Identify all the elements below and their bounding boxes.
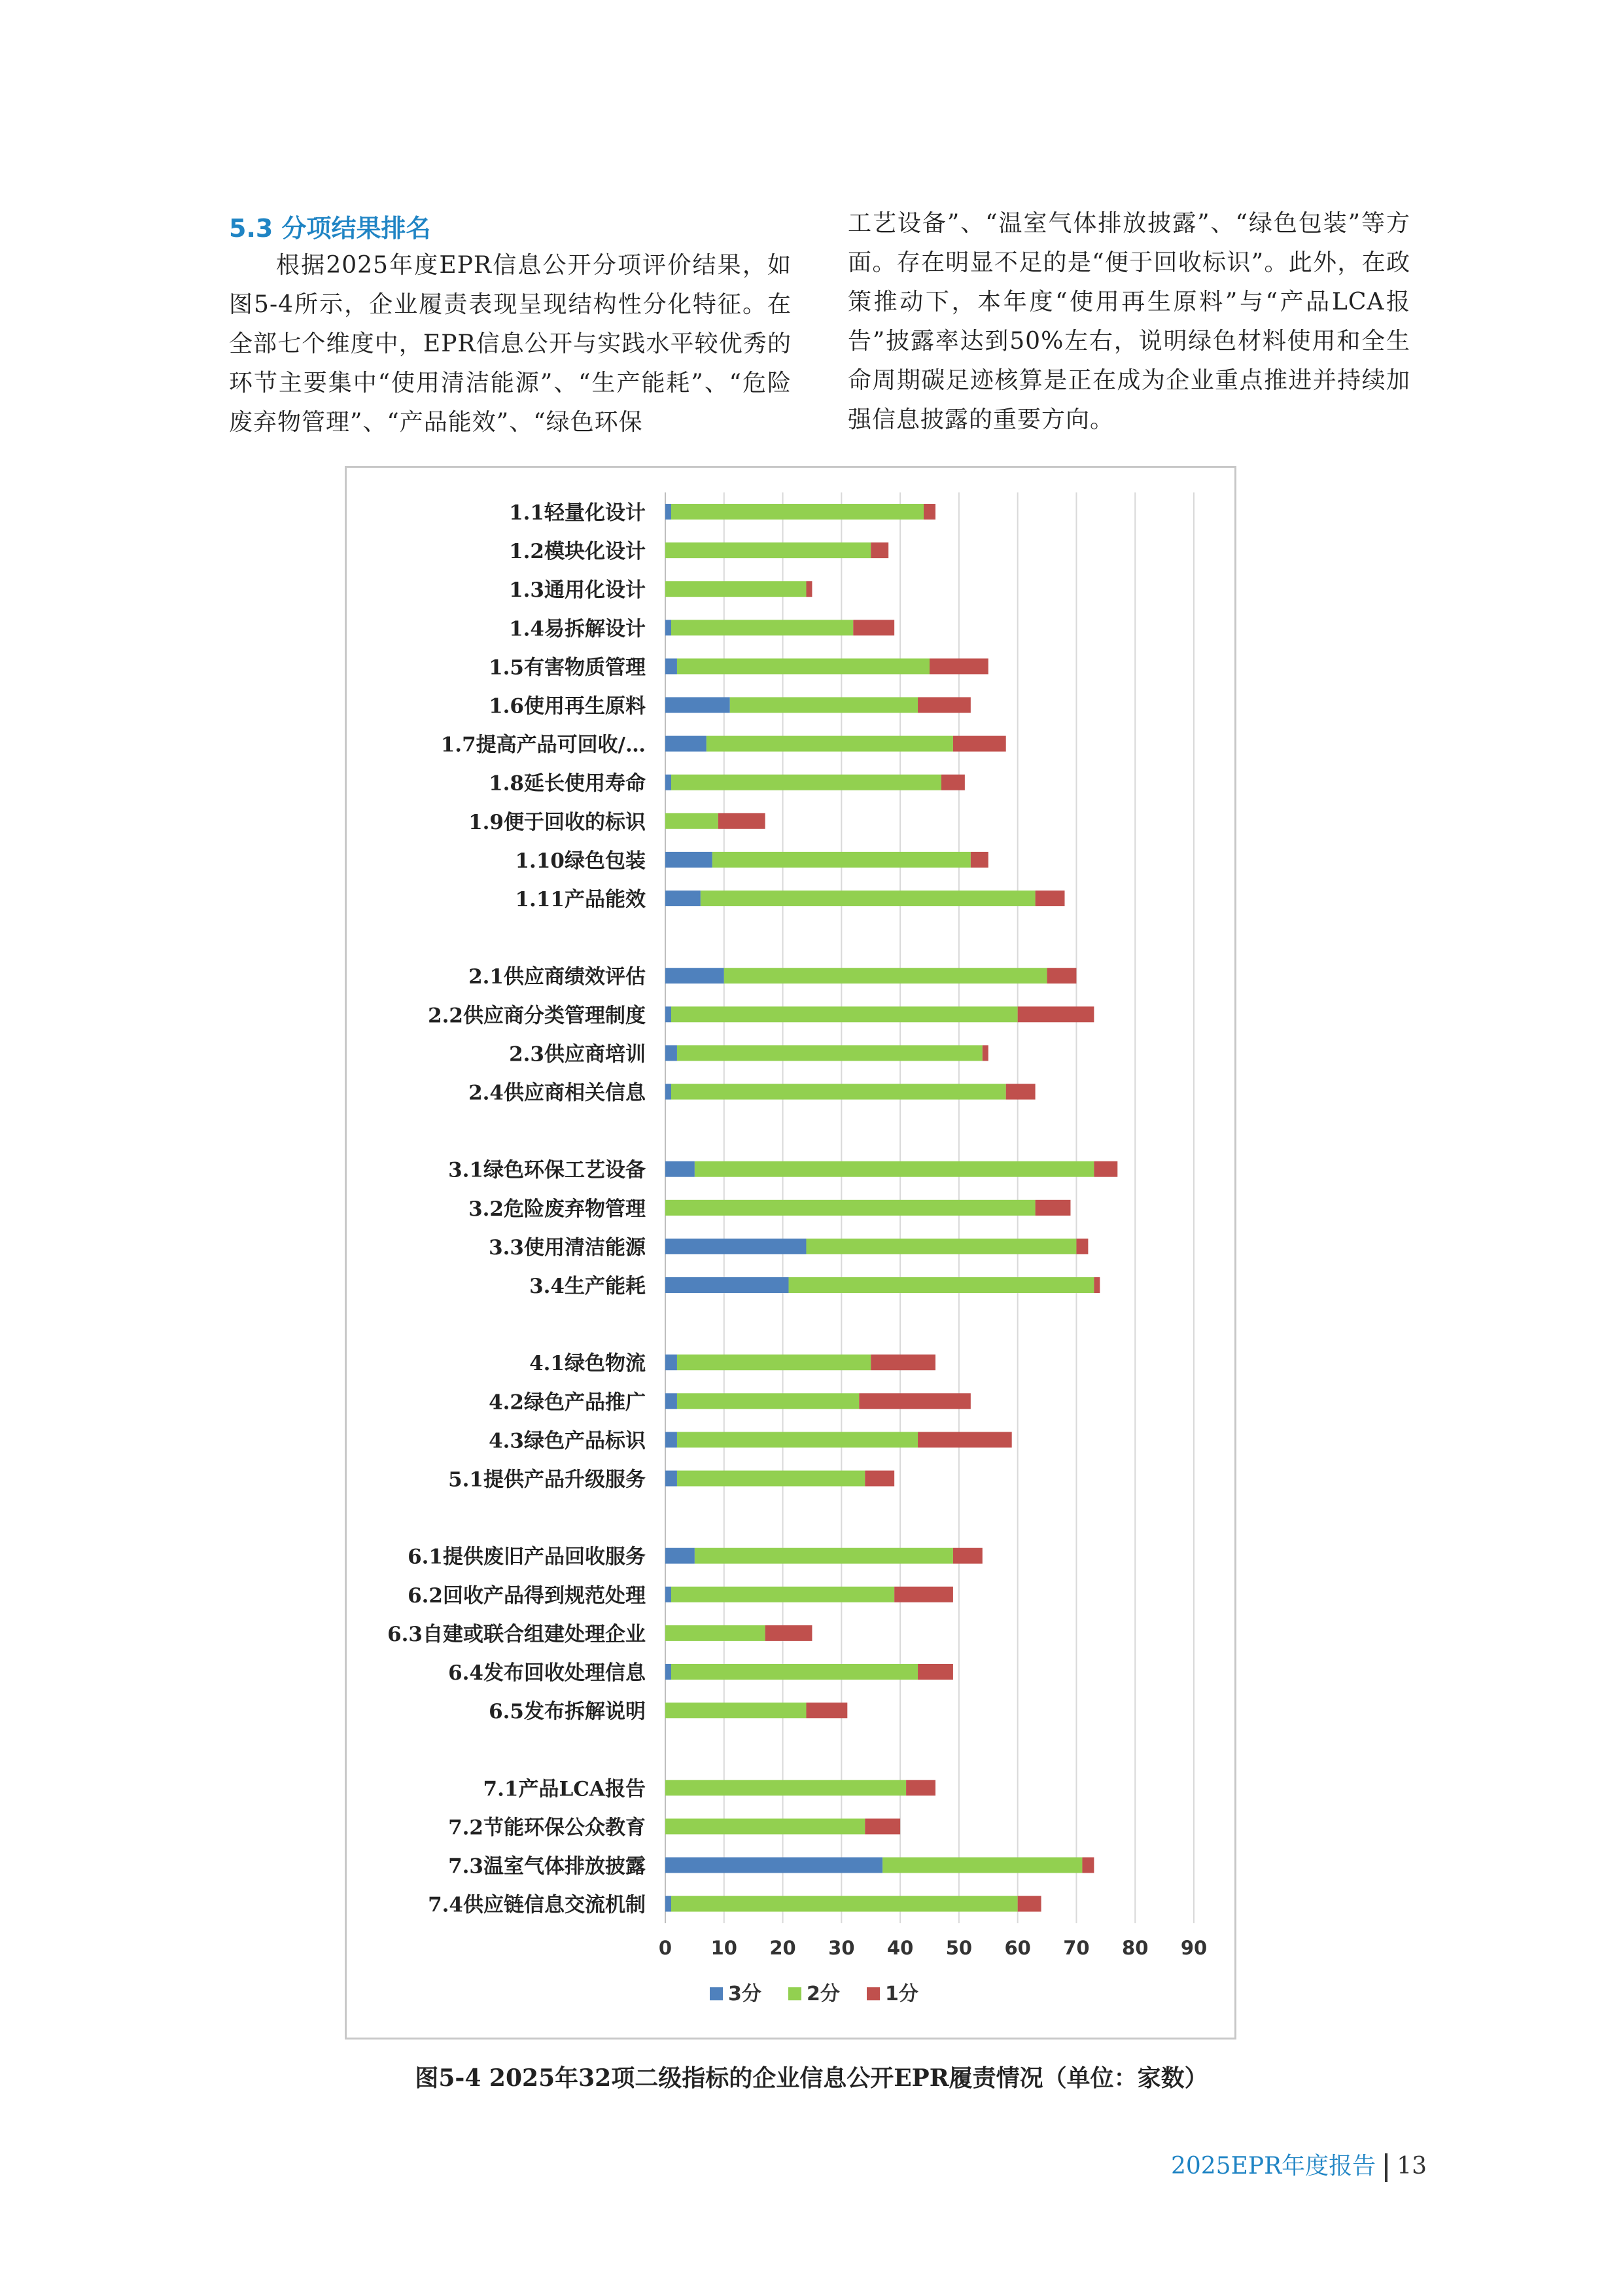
category-label: 1.8延长使用寿命	[489, 771, 646, 796]
x-tick-label: 30	[828, 1937, 855, 1960]
legend-swatch	[867, 1987, 880, 2000]
bar-segment	[730, 698, 918, 713]
bar-segment	[677, 1354, 871, 1370]
category-label: 4.1绿色物流	[529, 1352, 646, 1376]
bar-segment	[806, 1703, 847, 1718]
category-label: 1.11产品能效	[515, 888, 646, 911]
bar-segment	[665, 698, 730, 713]
bar-segment	[677, 1432, 918, 1447]
bar-segment	[918, 1664, 953, 1680]
legend-label: 1分	[885, 1983, 918, 2006]
category-label: 2.1供应商绩效评估	[468, 965, 646, 989]
bar-segment	[665, 1587, 671, 1602]
bar-segment	[665, 1432, 677, 1447]
x-tick-label: 40	[886, 1937, 914, 1960]
category-label: 6.1提供废旧产品回收服务	[408, 1545, 646, 1569]
bar-segment	[665, 775, 671, 790]
chart-frame	[345, 466, 1236, 2040]
bar-segment	[671, 775, 941, 790]
legend-swatch	[788, 1987, 801, 2000]
bar-segment	[671, 1006, 1018, 1022]
category-label: 1.5有害物质管理	[489, 656, 646, 680]
bar-segment	[665, 1393, 677, 1409]
category-label: 4.2绿色产品推广	[489, 1390, 646, 1415]
bar-segment	[665, 1896, 671, 1912]
bar-segment	[871, 542, 888, 558]
bar-segment	[918, 1432, 1012, 1447]
bar-segment	[665, 1858, 882, 1873]
bar-segment	[665, 1780, 906, 1795]
category-label: 6.3自建或联合组建处理企业	[387, 1622, 646, 1646]
bar-segment	[677, 658, 930, 674]
x-tick-label: 90	[1180, 1937, 1208, 1960]
bar-segment	[665, 1084, 671, 1100]
bar-segment	[671, 504, 924, 520]
bar-segment	[1018, 1896, 1041, 1912]
category-label: 1.9便于回收的标识	[468, 810, 646, 834]
bar-segment	[1018, 1006, 1094, 1022]
category-label: 2.3供应商培训	[509, 1042, 646, 1067]
bar-segment	[671, 1587, 894, 1602]
stacked-bar-chart	[347, 468, 1234, 2038]
bar-segment	[853, 620, 894, 635]
bar-segment	[671, 1084, 1006, 1100]
category-label: 1.6使用再生原料	[489, 694, 646, 718]
page-number: 13	[1397, 2153, 1427, 2180]
bar-segment	[701, 891, 1036, 906]
bar-segment	[894, 1587, 953, 1602]
category-label: 7.1产品LCA报告	[483, 1777, 646, 1801]
x-tick-label: 0	[658, 1937, 672, 1960]
legend-label: 2分	[807, 1983, 840, 2006]
bar-segment	[765, 1625, 812, 1641]
category-label: 1.3通用化设计	[509, 578, 646, 603]
bar-segment	[1047, 968, 1077, 983]
x-tick-label: 70	[1063, 1937, 1090, 1960]
category-label: 6.5发布拆解说明	[489, 1700, 646, 1724]
bar-segment	[665, 1548, 695, 1564]
bar-segment	[865, 1471, 894, 1487]
bar-segment	[712, 852, 971, 868]
bar-segment	[707, 736, 953, 752]
bar-segment	[953, 1548, 983, 1564]
bar-segment	[806, 581, 812, 597]
bar-segment	[677, 1471, 865, 1487]
bar-segment	[882, 1858, 1082, 1873]
bar-segment	[665, 581, 806, 597]
bar-segment	[906, 1780, 935, 1795]
bar-segment	[718, 813, 765, 829]
bar-segment	[971, 852, 988, 868]
category-label: 1.2模块化设计	[509, 540, 646, 564]
bar-segment	[724, 968, 1047, 983]
footer-separator	[1385, 2153, 1387, 2182]
bar-segment	[665, 542, 871, 558]
bar-segment	[941, 775, 965, 790]
bar-segment	[665, 1161, 695, 1177]
bar-segment	[665, 504, 671, 520]
category-label: 3.2危险废弃物管理	[468, 1197, 646, 1221]
category-label: 3.4生产能耗	[529, 1275, 646, 1298]
category-label: 2.4供应商相关信息	[468, 1081, 646, 1105]
x-tick-label: 80	[1122, 1937, 1149, 1960]
bar-segment	[665, 968, 724, 983]
bar-segment	[671, 620, 853, 635]
page-footer	[1171, 2147, 1427, 2182]
body-paragraph-right: 工艺设备”、“温室气体排放披露”、“绿色包装”等方面。存在明显不足的是“便于回收标识”。此外，在政策推动下，本年度“使用再生原料”与“产品LCA报告”披露率达到50%左右，说明绿色材料使用和全生命周期碳足迹核算是正在成为企业重点推进并持续加强信息披露的重要方向。	[848, 210, 1410, 433]
category-label: 1.4易拆解设计	[509, 617, 646, 641]
category-label: 4.3绿色产品标识	[489, 1429, 646, 1453]
body-paragraph-left: 根据2025年度EPR信息公开分项评价结果，如图5-4所示，企业履责表现呈现结构性分化特征。在全部七个维度中，EPR信息公开与实践水平较优秀的环节主要集中“使用清洁能源”、“生产能耗”、“危险废弃物管理”、“产品能效”、“绿色环保	[229, 252, 792, 436]
category-label: 1.1轻量化设计	[509, 501, 646, 525]
bar-segment	[665, 852, 712, 868]
bar-segment	[924, 504, 935, 520]
section-title: 5.3 分项结果排名	[229, 214, 431, 243]
category-label: 7.2节能环保公众教育	[448, 1816, 646, 1840]
bar-segment	[665, 1200, 1036, 1216]
bar-segment	[983, 1045, 988, 1061]
bar-segment	[859, 1393, 971, 1409]
bar-segment	[665, 813, 718, 829]
figure-caption: 图5-4 2025年32项二级指标的企业信息公开EPR履责情况（单位：家数）	[415, 2064, 1208, 2092]
bar-segment	[671, 1896, 1018, 1912]
bar-segment	[953, 736, 1006, 752]
x-tick-label: 50	[945, 1937, 973, 1960]
category-label: 6.2回收产品得到规范处理	[408, 1583, 646, 1608]
bar-segment	[665, 736, 707, 752]
bar-segment	[665, 891, 701, 906]
category-label: 2.2供应商分类管理制度	[428, 1004, 646, 1028]
bar-segment	[806, 1239, 1076, 1254]
bar-segment	[665, 1703, 806, 1718]
x-tick-label: 20	[769, 1937, 796, 1960]
bar-segment	[1094, 1161, 1117, 1177]
category-label: 1.7提高产品可回收/…	[440, 733, 646, 757]
bar-segment	[930, 658, 988, 674]
bar-segment	[665, 620, 671, 635]
bar-segment	[1076, 1239, 1088, 1254]
bar-segment	[1094, 1277, 1100, 1293]
bar-segment	[665, 1006, 671, 1022]
bar-segment	[665, 1625, 765, 1641]
bar-segment	[865, 1818, 900, 1834]
bar-segment	[677, 1393, 859, 1409]
category-label: 1.10绿色包装	[515, 849, 646, 873]
bar-segment	[665, 1045, 677, 1061]
bar-segment	[665, 1664, 671, 1680]
legend-label: 3分	[728, 1983, 761, 2006]
category-label: 3.1绿色环保工艺设备	[448, 1158, 646, 1182]
bar-segment	[1036, 1200, 1071, 1216]
bar-segment	[665, 1818, 865, 1834]
category-label: 7.3温室气体排放披露	[448, 1854, 646, 1879]
bar-segment	[665, 1239, 806, 1254]
bar-segment	[677, 1045, 983, 1061]
bar-segment	[665, 1277, 789, 1293]
legend-swatch	[710, 1987, 723, 2000]
bar-segment	[1036, 891, 1065, 906]
bar-segment	[695, 1161, 1094, 1177]
bar-segment	[671, 1664, 918, 1680]
bar-segment	[1082, 1858, 1094, 1873]
footer-report-title: 2025EPR年度报告	[1170, 2153, 1376, 2180]
category-label: 6.4发布回收处理信息	[448, 1661, 646, 1685]
x-tick-label: 10	[710, 1937, 737, 1960]
category-label: 3.3使用清洁能源	[489, 1235, 646, 1260]
category-label: 7.4供应链信息交流机制	[428, 1893, 646, 1917]
x-tick-label: 60	[1004, 1937, 1031, 1960]
bar-segment	[665, 1354, 677, 1370]
bar-segment	[1006, 1084, 1036, 1100]
bar-segment	[695, 1548, 953, 1564]
category-label: 5.1提供产品升级服务	[448, 1468, 646, 1492]
bar-segment	[871, 1354, 935, 1370]
bar-segment	[918, 698, 971, 713]
bar-segment	[789, 1277, 1094, 1293]
bar-segment	[665, 1471, 677, 1487]
bar-segment	[665, 658, 677, 674]
